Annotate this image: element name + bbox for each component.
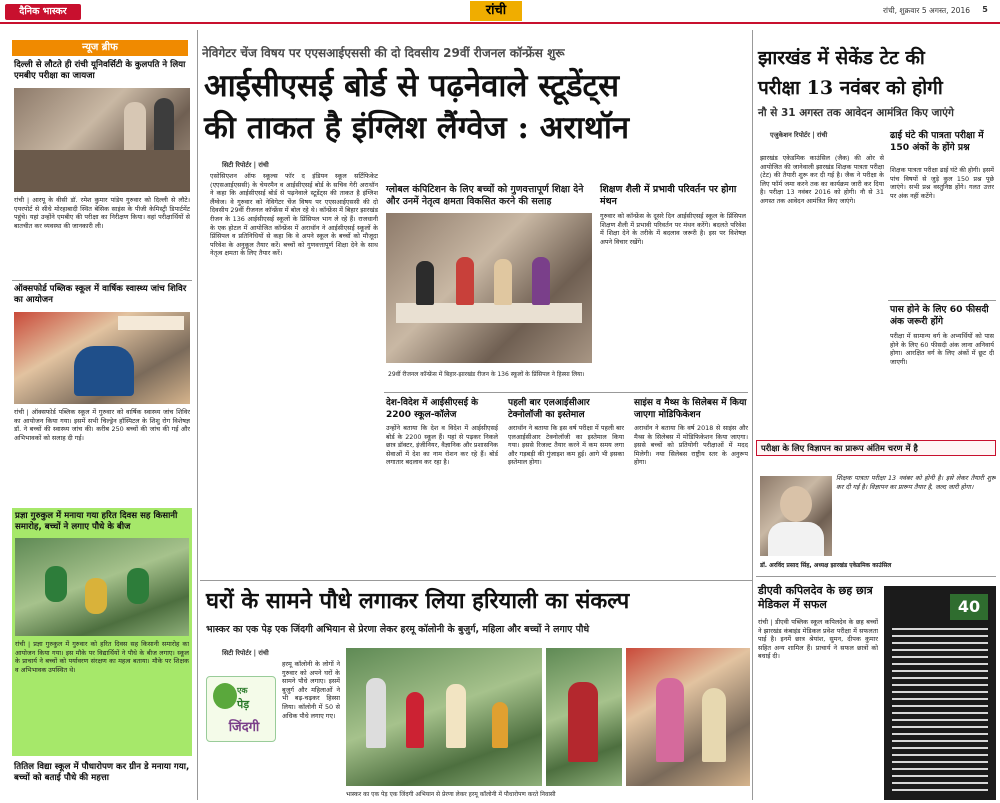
photo-child — [85, 578, 107, 614]
green-photo-right — [626, 648, 750, 786]
photo-figure — [446, 684, 466, 748]
tet-notice-bar: परीक्षा के लिए विज्ञापन का प्रारूप अंतिम चरण में है — [756, 440, 996, 456]
photo-figure — [416, 261, 434, 305]
tet-byline: एजुकेशन रिपोर्टर | रांची — [770, 131, 828, 139]
photo-table — [396, 303, 582, 323]
lead-sub2-body: अराथॉन ने बताया कि इस वर्ष परीक्षा में पहली बार एलआईसीआर टेक्नोलॉजी का इस्तेमाल किया गया। इससे रिजल्ट तैयार करने में कम समय लगा और गड़बड़ी की गुंजाइश कम हुई। आगे भी इसका इस्तेमाल होगा। — [508, 424, 624, 467]
photo-figure — [568, 682, 598, 762]
lead-body: एसोसिएशन ऑफ स्कूल्स फॉर द इंडियन स्कूल सर्टिफिकेट (एएसआईएससी) के चेयरमैन व आईसीएसई बोर्ड के सचिव गेरी अराथॉन ने कहा कि आईसीएसई बोर्ड से पढ़नेवाले स्टूडेंट्स की ताकत है इंग्लिश लैंग्वेज। वे गुरुवार को नेविगेटर चेंज विषय पर एएसआईएससी की दो दिवसीय 29वीं रीजनल कॉन्फ्रेंस में बोल रहे थे। कॉन्फ्रेंस में बिहार झारखंड रीजन के 136 आईसीएसई स्कूलों के प्रिंसिपल भाग ले रहे हैं। राजधानी के एक होटल में आयोजित कॉन्फ्रेंस में अराथॉन ने आईसीएसई स्कूलों के प्रिंसिपल व प्रतिनिधियों से कहा कि वे अपने स्कूल के बच्चों को मौजूदा परिवेश के अनुकूल तैयार करें। बच्चों को गुणवत्तापूर्ण शिक्षा देने के साथ नेतृत्व क्षमता के लिए तैयार करें। — [210, 172, 378, 258]
advertisement — [884, 586, 996, 800]
lead-sub3-body: अराथॉन ने बताया कि वर्ष 2018 से साइंस और मैथ्स के सिलेबस में मोडिफिकेशन किया जाएगा। इससे बच्चों को प्रतियोगी परीक्षाओं में मदद मिलेगी। नया सिलेबस राष्ट्रीय स्तर के अनुरूप होगा। — [634, 424, 748, 467]
brief-item1-photo — [14, 88, 190, 192]
ad-text-lines — [892, 628, 988, 792]
photo-figure — [702, 688, 726, 762]
green-body: हरमू कॉलोनी के लोगों ने गुरुवार को अपने घरों के सामने पौधे लगाए। इसमें बुजुर्ग और महिलाओं ने भी बढ़-चढ़कर हिस्सा लिया। कॉलोनी में 50 से अधिक पौधे लगाए गए। — [282, 660, 340, 720]
tet-side-head: ढाई घंटे की पात्रता परीक्षा में 150 अंकों के होंगे प्रश्न — [890, 130, 984, 153]
photo-child — [45, 566, 67, 602]
photo-figure — [406, 692, 424, 748]
brief-item2-photo — [14, 312, 190, 404]
brief-item1-title: दिल्ली से लौटते ही रांची यूनिवर्सिटी के कुलपति ने लिया एमबीए परीक्षा का जायजा — [14, 60, 186, 81]
tet-portrait-caption: डॉ. अरविंद प्रसाद सिंह, अध्यक्ष झारखंड एकेडमिक काउंसिल — [760, 562, 892, 569]
portrait-shirt — [768, 522, 824, 556]
brief-item1-body: रांची | आरयू के वीसी डॉ. रमेश कुमार पांडेय गुरुवार को दिल्ली से लौटे। एयरपोर्ट से सीधे मोरहाबादी स्थित बेसिक साइंस के पीजी केमिस्ट्री डिपार्टमेंट पहुंचे। यहां उन्होंने एमबीए की परीक्षा का निरीक्षण किया। वहां परीक्षार्थियों से बातचीत कर व्यवस्था की जानकारी ली। — [14, 196, 190, 230]
lead-side-body: गुरुवार को कॉन्फ्रेंस के दूसरे दिन आईसीएसई स्कूल के प्रिंसिपल शिक्षण शैली में प्रभावी परिवर्तन पर मंथन करेंगे। बदलते परिवेश में शिक्षा देने के तरीके में बदलाव जरूरी है। इस पर विशेषज्ञ अपने विचार रखेंगे। — [600, 212, 746, 246]
column-divider — [752, 580, 753, 800]
divider — [756, 576, 996, 577]
photo-child — [127, 568, 149, 604]
tree-icon — [213, 683, 237, 709]
brief-item3-title: प्रज्ञा गुरुकुल में मनाया गया हरित दिवस सह किसानी समारोह, बच्चों ने लगाए पौधे के बीज — [15, 511, 178, 532]
tet-quote: शिक्षक पात्रता परीक्षा 13 नवंबर को होनी है। इसे लेकर तैयारी शुरू कर दी गई है। विज्ञापन का प्रारूप तैयार है, जल्द जारी होगा। — [836, 474, 996, 491]
green-photo-mid — [546, 648, 622, 786]
tet-headline-line1: झारखंड में सेकेंड टेट की — [758, 47, 925, 69]
logo-word: पेड़ — [237, 698, 250, 711]
lead-sub2-head: पहली बार एलआईसीआर टेक्नोलॉजी का इस्तेमाल — [508, 398, 590, 420]
green-subhead: भास्कर का एक पेड़ एक जिंदगी अभियान से प्रेरणा लेकर हरमू कॉलोनी के बुजुर्ग, महिला और बच्चों ने लगाए पौधे — [206, 624, 590, 635]
tet-subhead: नौ से 31 अगस्त तक आवेदन आमंत्रित किए जाएंगे — [758, 107, 954, 119]
lead-sub1-body: उन्होंने बताया कि देश व विदेश में आईसीएसई बोर्ड के 2200 स्कूल हैं। यहां से पढ़कर निकले छात्र डॉक्टर, इंजीनियर, वैज्ञानिक और प्रशासनिक सेवाओं में देश का नाम रोशन कर रहे हैं। बोर्ड लगातार बदलाव कर रहा है। — [386, 424, 498, 467]
lead-byline: सिटी रिपोर्टर | रांची — [222, 161, 269, 169]
green-logo — [206, 676, 276, 742]
masthead-page-no: 5 — [982, 5, 988, 14]
divider — [12, 280, 192, 281]
logo-word: एक — [237, 686, 248, 695]
dav-headline: डीएवी कपिलदेव के छह छात्र मेडिकल में सफल — [758, 584, 873, 611]
lead-headline-line2: की ताकत है इंग्लिश लैंग्वेज : अराथॉन — [204, 110, 630, 146]
photo-figure — [656, 678, 684, 762]
photo-sign — [118, 316, 184, 330]
photo-figure — [492, 702, 508, 748]
photo-figure — [74, 346, 134, 396]
photo-figure — [456, 257, 474, 305]
masthead — [0, 0, 1000, 24]
tet-body: झारखंड एकेडमिक काउंसिल (जैक) की ओर से आयोजित की जानेवाली झारखंड शिक्षक पात्रता परीक्षा (टेट) की तैयारी शुरू कर दी गई है। जैक ने परीक्षा के लिए फॉर्म जमा करने तक का कार्यक्रम जारी कर दिया है। परीक्षा 13 नवंबर 2016 को होगी। नौ से 31 अगस्त तक आवेदन आमंत्रित किए जाएंगे। — [760, 154, 884, 205]
brief-item3-body: रांची | प्रज्ञा गुरुकुल में गुरुवार को हरित दिवस सह किसानी समारोह का आयोजन किया गया। इस मौके पर विद्यार्थियों ने पौधे के बीज लगाए। स्कूल के प्राचार्य ने बच्चों को पर्यावरण संरक्षण का महत्व बताया। मौके पर शिक्षक व अभिभावक उपस्थित थे। — [15, 640, 189, 674]
lead-sub3-head: साइंस व मैथ्स के सिलेबस में किया जाएगा मोडिफिकेशन — [634, 398, 747, 420]
brief-item3-box — [12, 508, 192, 756]
masthead-city: रांची — [470, 1, 522, 21]
green-byline: सिटी रिपोर्टर | रांची — [222, 649, 269, 657]
photo-figure — [366, 678, 386, 748]
lead-photo-caption: 29वीं रीजनल कॉन्फ्रेंस में बिहार-झारखंड रीजन के 136 स्कूलों के प्रिंसिपल ने हिस्सा लिया। — [388, 371, 585, 378]
divider — [200, 580, 752, 581]
divider — [888, 300, 996, 301]
masthead-date: रांची, शुक्रवार 5 अगस्त, 2016 — [882, 6, 970, 15]
photo-figure — [494, 259, 512, 305]
logo-word: जिंदगी — [228, 720, 260, 735]
brief-item3-photo — [15, 538, 189, 636]
green-photo-left — [346, 648, 542, 786]
green-headline: घरों के सामने पौधे लगाकर लिया हरियाली का संकल्प — [206, 588, 630, 614]
lead-photo — [386, 213, 592, 363]
tet-side-body: शिक्षक पात्रता परीक्षा ढाई घंटे की होगी। इसमें पांच विषयों से जुड़े कुल 150 प्रश्न पूछे जाएंगे। सभी प्रश्न वस्तुनिष्ठ होंगे। गलत उत्तर पर अंक नहीं कटेंगे। — [890, 166, 994, 200]
lead-headline-line1: आईसीएसई बोर्ड से पढ़नेवाले स्टूडेंट्स — [204, 68, 620, 104]
green-photo-caption: भास्कर का एक पेड़ एक जिंदगी अभियान से प्रेरणा लेकर हरमू कॉलोनी में पौधारोपण करते निवासी — [346, 791, 556, 798]
lead-kicker: नेविगेटर चेंज विषय पर एएसआईएससी की दो दिवसीय 29वीं रीजनल कॉन्फ्रेंस शुरू — [202, 46, 565, 60]
tet-portrait — [760, 476, 832, 556]
masthead-logo: दैनिक भास्कर — [5, 4, 81, 20]
tet-box-body: परीक्षा में सामान्य वर्ग के अभ्यर्थियों को पास होने के लिए 60 फीसदी अंक लाना अनिवार्य होगा। आरक्षित वर्ग के लिए अंकों में छूट दी जाएगी। — [890, 332, 994, 366]
photo-desks — [14, 150, 190, 192]
dav-body: रांची | डीएवी पब्लिक स्कूल कपिलदेव के छह बच्चों ने झारखंड कंबाइंड मेडिकल प्रवेश परीक्षा में सफलता पाई है। इनमें छात्र श्रेयांश, सुमन, दीपक कुमार सहित अन्य शामिल हैं। प्राचार्य ने सफल छात्रों को बधाई दी। — [758, 618, 878, 661]
portrait-face — [780, 486, 812, 522]
lead-side-head: शिक्षण शैली में प्रभावी परिवर्तन पर होगा मंथन — [600, 184, 737, 207]
divider — [384, 392, 748, 393]
column-divider — [752, 30, 753, 580]
brief-item2-body: रांची | ऑक्सफोर्ड पब्लिक स्कूल में गुरुवार को वार्षिक स्वास्थ्य जांच शिविर का आयोजन किया गया। इसमें सभी चिल्ड्रेन हॉस्पिटल के शिशु रोग विशेषज्ञ डॉ. ने बच्चों की स्वास्थ्य जांच की। करीब 250 बच्चों की जांच की गई और अभिभावकों को सलाह दी गई। — [14, 408, 190, 442]
lead-photo-head: ग्लोबल कंपिटिशन के लिए बच्चों को गुणवत्तापूर्ण शिक्षा देने और उनमें नेतृत्व क्षमता विकसित करने की सलाह — [386, 184, 584, 207]
brief-item2-title: ऑक्सफोर्ड पब्लिक स्कूल में वार्षिक स्वास्थ्य जांच शिविर का आयोजन — [14, 284, 187, 305]
column-divider — [197, 30, 198, 800]
photo-figure — [532, 257, 550, 305]
tet-headline-line2: परीक्षा 13 नवंबर को होगी — [758, 77, 943, 99]
tet-box-head: पास होने के लिए 60 फीसदी अंक जरूरी होंगे — [890, 304, 989, 327]
brief-item4-title: तितिल विद्या स्कूल में पौधारोपण कर ग्रीन डे मनाया गया, बच्चों को बताई पौधे की महत्ता — [14, 762, 190, 783]
lead-sub1-head: देश-विदेश में आईसीएसई के 2200 स्कूल-कॉलेज — [386, 398, 479, 420]
ad-badge: 40 — [950, 594, 988, 620]
brief-header: न्यूज ब्रीफ — [12, 40, 188, 56]
